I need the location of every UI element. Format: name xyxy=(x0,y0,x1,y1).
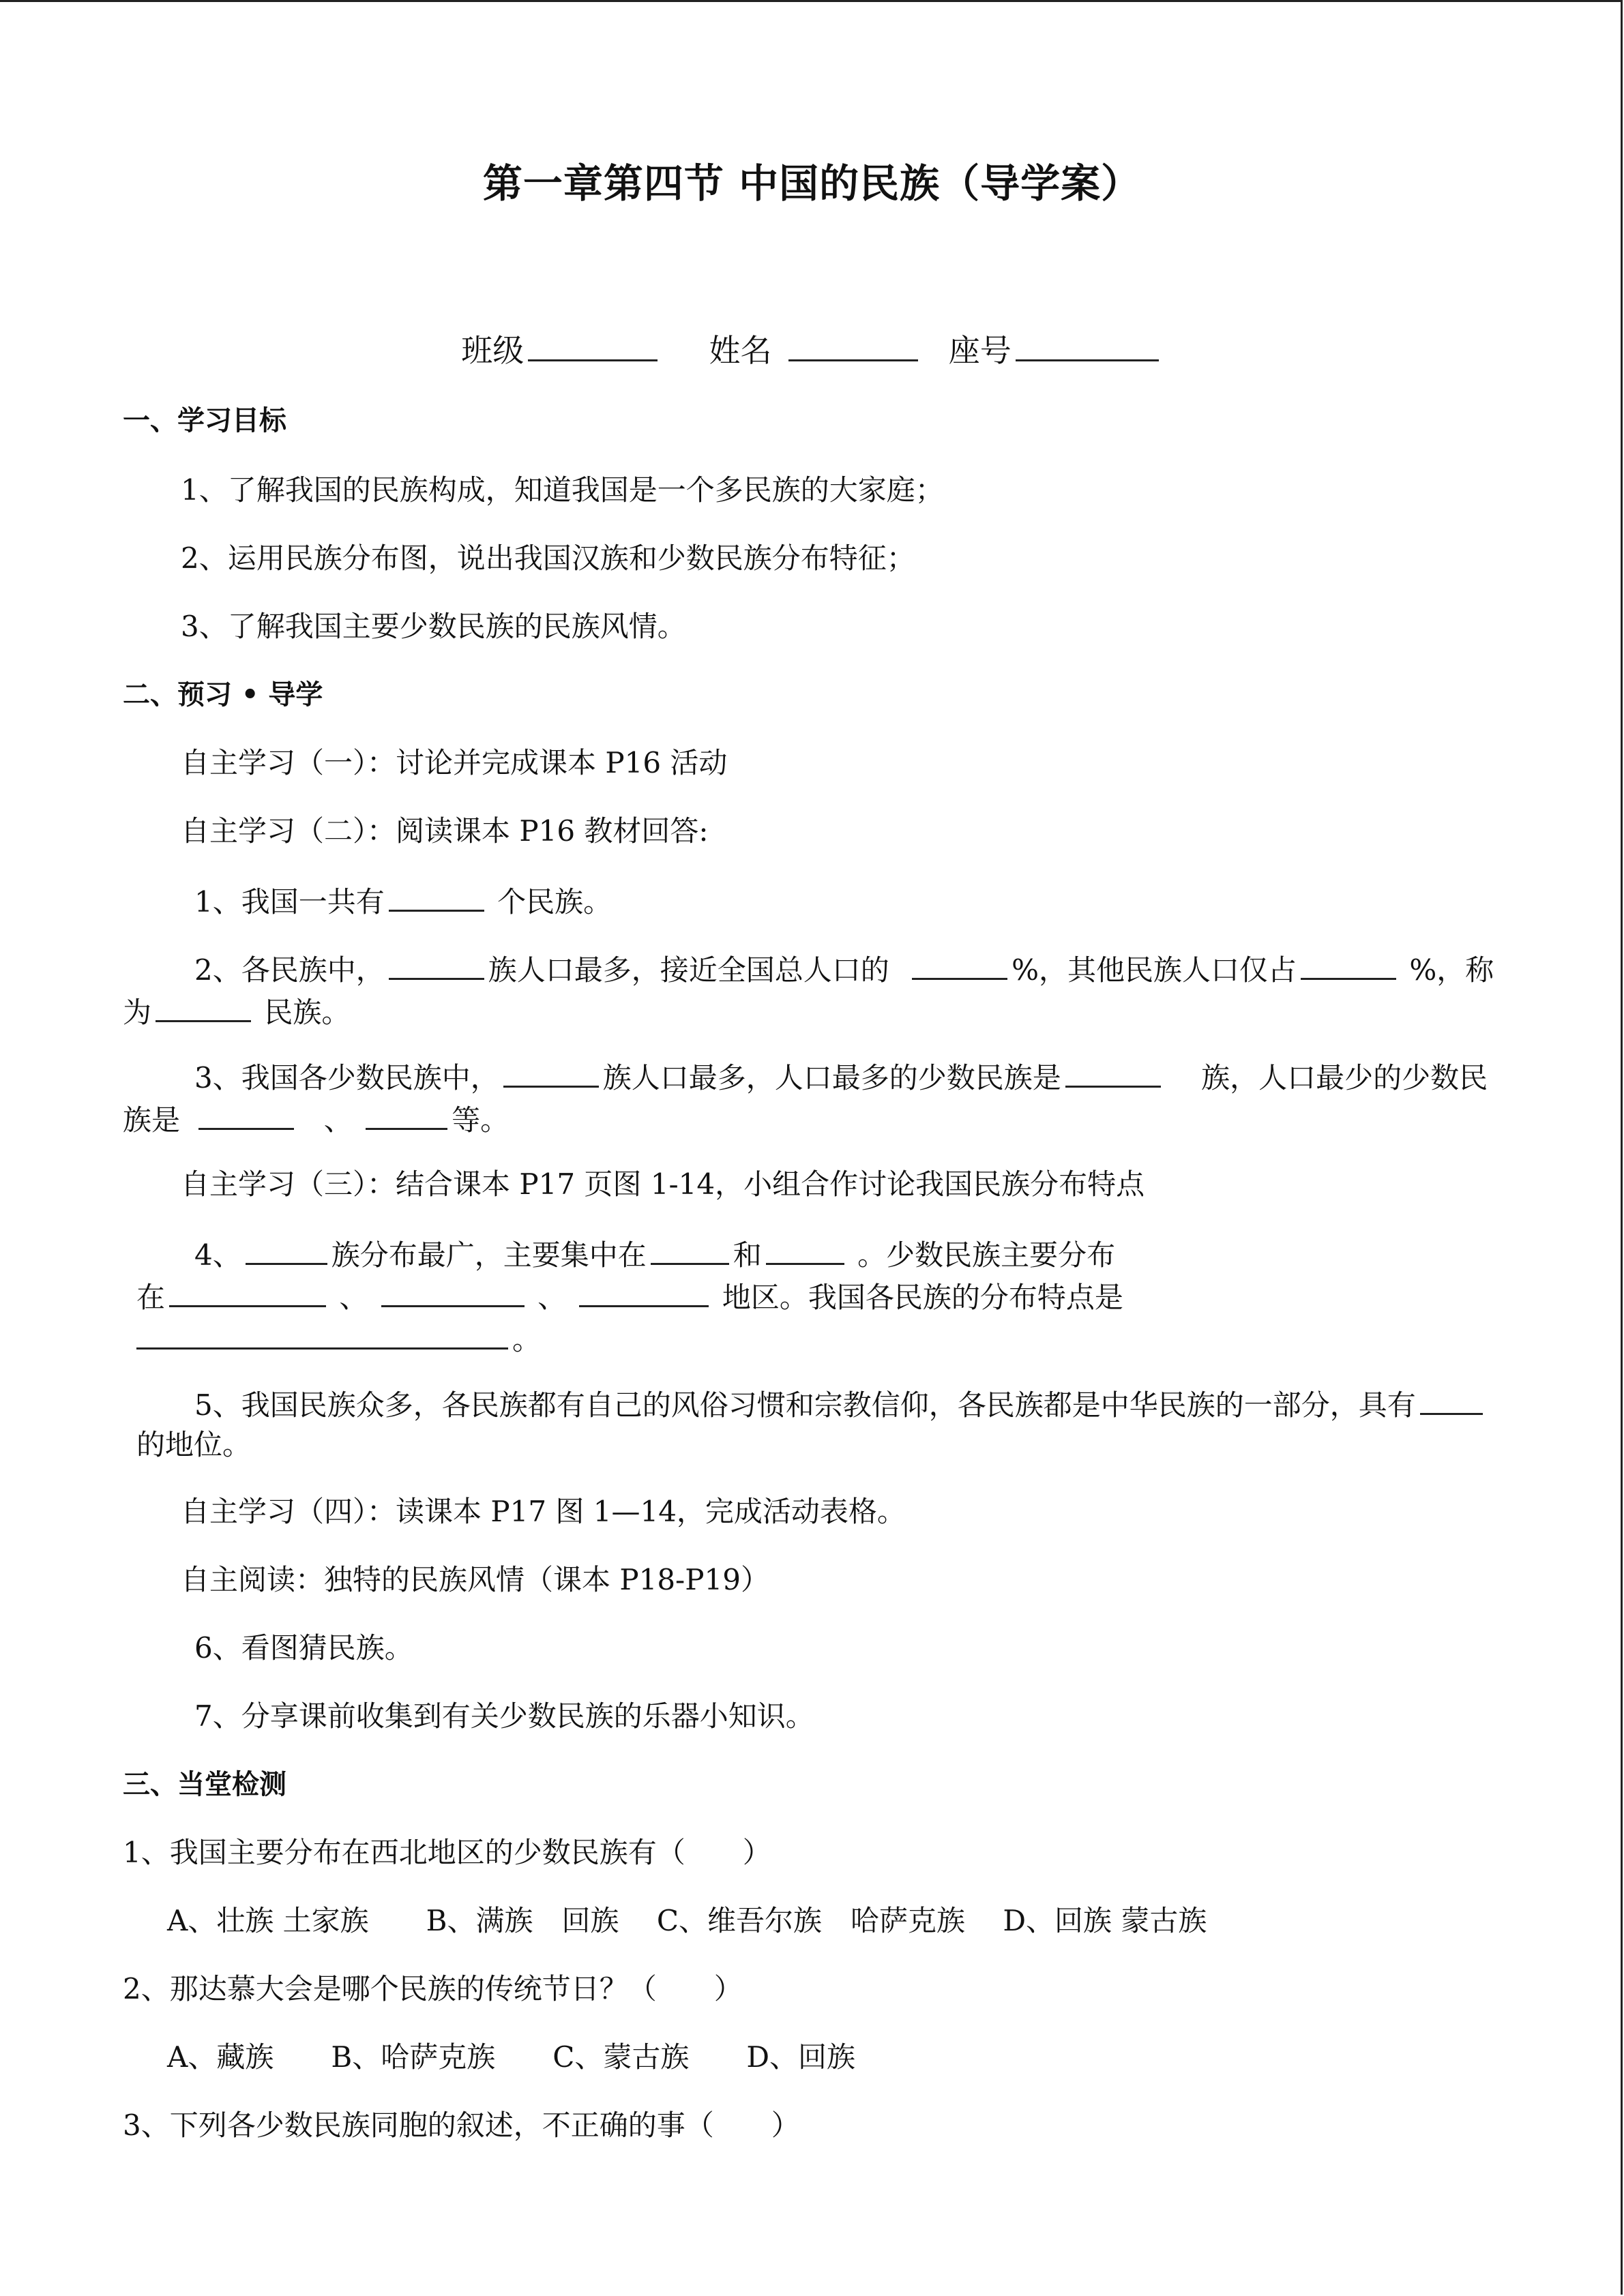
question-6: 6、看图猜民族。 xyxy=(194,1631,413,1665)
q2-text-e: 为 xyxy=(123,996,152,1029)
page-title: 第一章第四节 中国的民族（导学案） xyxy=(482,160,1142,207)
question-4-line1 xyxy=(194,1232,1488,1277)
q4-blank-2[interactable] xyxy=(651,1232,729,1265)
q4-text-a: 4、 xyxy=(194,1238,241,1272)
q4-text-d: 。少数民族主要分布 xyxy=(857,1238,1116,1272)
question-1 xyxy=(194,878,1488,923)
q3-blank-3[interactable] xyxy=(198,1097,294,1130)
q4-blank-3[interactable] xyxy=(766,1232,844,1265)
q4-blank-1[interactable] xyxy=(246,1232,327,1265)
q2-blank-4[interactable] xyxy=(156,989,251,1022)
class-blank[interactable] xyxy=(528,327,658,361)
section-heading-preview: 二、预习 • 导学 xyxy=(123,679,323,711)
objective-3: 3、了解我国主要少数民族的民族风情。 xyxy=(181,610,686,643)
question-3-line2 xyxy=(123,1097,1488,1142)
class-label: 班级 xyxy=(461,332,525,369)
name-label: 姓名 xyxy=(709,332,772,369)
q2-text-c: %，其他民族人口仅占 xyxy=(1012,953,1297,987)
q2-text-f: 民族。 xyxy=(264,996,351,1029)
q3-text-e: 、 xyxy=(323,1103,353,1137)
question-2-line1 xyxy=(194,946,1494,992)
q4-text-h: 地区。我国各民族的分布特点是 xyxy=(722,1281,1123,1314)
q2-blank-3[interactable] xyxy=(1301,946,1396,980)
q4-blank-6[interactable] xyxy=(579,1274,709,1307)
name-blank[interactable] xyxy=(788,327,918,361)
q4-text-c: 和 xyxy=(733,1238,762,1272)
question-7: 7、分享课前收集到有关少数民族的乐器小知识。 xyxy=(194,1699,814,1733)
q2-text-a: 2、各民族中， xyxy=(194,953,385,987)
q4-blank-5[interactable] xyxy=(381,1274,525,1307)
q2-text-d: %，称 xyxy=(1409,953,1494,987)
self-study-2: 自主学习（二）：阅读课本 P16 教材回答: xyxy=(181,814,709,848)
q5-blank[interactable] xyxy=(1420,1382,1483,1415)
q1-text-a: 1、我国一共有 xyxy=(194,885,385,919)
q1-text-b: 个民族。 xyxy=(497,885,612,919)
objective-2: 2、运用民族分布图，说出我国汉族和少数民族分布特征； xyxy=(181,541,915,575)
q2-blank-2[interactable] xyxy=(912,946,1007,980)
q3-blank-1[interactable] xyxy=(503,1054,599,1088)
q4-text-g: 、 xyxy=(537,1281,567,1314)
question-2-line2 xyxy=(123,989,1488,1034)
q4-blank-7[interactable] xyxy=(136,1316,508,1350)
q3-text-c: 族，人口最少的少数民 xyxy=(1201,1061,1488,1094)
objective-1: 1、了解我国的民族构成，知道我国是一个多民族的大家庭； xyxy=(181,473,944,507)
mc-question-3: 3、下列各少数民族同胞的叙述，不正确的事（ ） xyxy=(123,2108,800,2142)
student-info-row xyxy=(0,326,1624,371)
q2-text-b: 族人口最多，接近全国总人口的 xyxy=(488,953,889,987)
seat-label: 座号 xyxy=(948,332,1012,369)
self-study-3: 自主学习（三）：结合课本 P17 页图 1-14，小组合作讨论我国民族分布特点 xyxy=(181,1167,1145,1201)
mc-options-2[interactable]: A、藏族 B、哈萨克族 C、蒙古族 D、回族 xyxy=(167,2040,856,2074)
question-3-line1 xyxy=(194,1054,1488,1099)
question-5-line1 xyxy=(194,1382,1488,1427)
q4-text-i: 。 xyxy=(512,1323,542,1356)
mc-question-2: 2、那达慕大会是哪个民族的传统节日？（ ） xyxy=(123,1972,743,2006)
question-4-line3 xyxy=(136,1316,1488,1361)
q4-text-b: 族分布最广，主要集中在 xyxy=(331,1238,647,1272)
section-heading-objectives: 一、学习目标 xyxy=(123,405,286,436)
q3-text-f: 等。 xyxy=(452,1103,510,1137)
q3-text-a: 3、我国各少数民族中， xyxy=(194,1061,499,1094)
q4-text-e: 在 xyxy=(136,1281,166,1314)
q2-blank-1[interactable] xyxy=(389,946,484,980)
question-4-line2 xyxy=(136,1274,1488,1319)
q3-blank-2[interactable] xyxy=(1065,1054,1161,1088)
mc-options-1[interactable]: A、壮族 土家族 B、满族 回族 C、维吾尔族 哈萨克族 D、回族 蒙古族 xyxy=(167,1904,1207,1937)
q4-text-f: 、 xyxy=(339,1281,368,1314)
q1-blank[interactable] xyxy=(389,878,484,912)
seat-blank[interactable] xyxy=(1016,327,1159,361)
self-study-4: 自主学习（四）：读课本 P17 图 1—14，完成活动表格。 xyxy=(181,1495,906,1528)
question-5-line2: 的地位。 xyxy=(136,1428,252,1461)
section-heading-check: 三、当堂检测 xyxy=(123,1769,286,1800)
q4-blank-4[interactable] xyxy=(169,1274,326,1307)
q3-blank-4[interactable] xyxy=(366,1097,447,1130)
q3-text-b: 族人口最多，人口最多的少数民族是 xyxy=(602,1061,1061,1094)
mc-question-1: 1、我国主要分布在西北地区的少数民族有（ ） xyxy=(123,1836,771,1869)
q5-text-a: 5、我国民族众多，各民族都有自己的风俗习惯和宗教信仰，各民族都是中华民族的一部分，具有 xyxy=(194,1388,1416,1422)
self-reading: 自主阅读：独特的民族风情（课本 P18-P19） xyxy=(181,1563,769,1596)
q3-text-d: 族是 xyxy=(123,1103,181,1137)
self-study-1: 自主学习（一）：讨论并完成课本 P16 活动 xyxy=(181,746,728,779)
